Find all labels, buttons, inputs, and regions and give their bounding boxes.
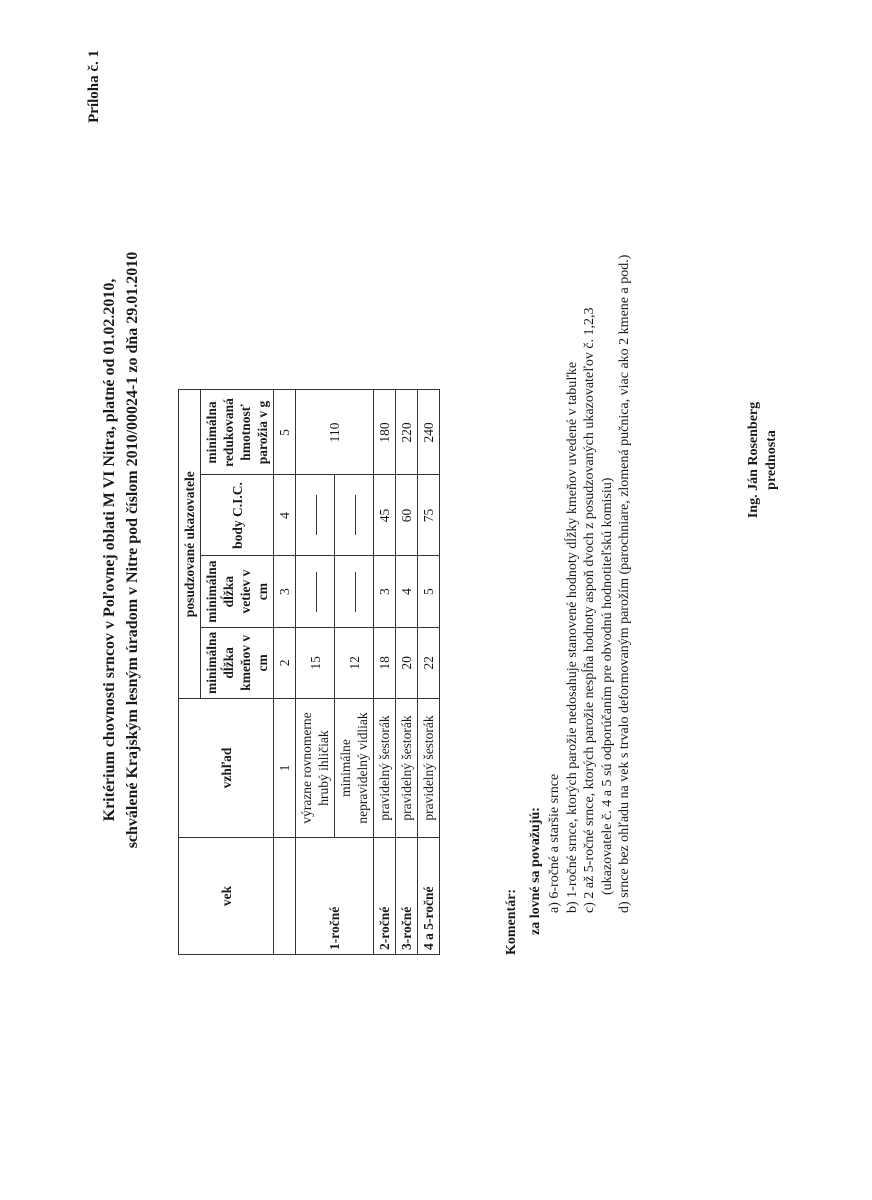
appearance-cell: minimálne nepravidelný vidliak <box>335 699 374 838</box>
document-title <box>98 20 144 1080</box>
age-cell: 3-ročné <box>396 838 418 955</box>
signature-name: Ing. Ján Rosenberg <box>746 401 761 519</box>
number-cell: 1 <box>274 699 296 838</box>
body-cell-empty <box>296 475 335 556</box>
comment-label: Komentár: <box>504 888 519 955</box>
signature-block <box>745 240 781 680</box>
table-number-row <box>274 390 296 955</box>
comment-intro: za lovné sa považujú: <box>527 807 543 935</box>
age-cell: 4 a 5-ročné <box>418 838 440 955</box>
kmen-cell: 22 <box>418 627 440 698</box>
list-item: b) 1-ročné srnce, ktorých parožie nedosahuje stanovené hodnoty dĺžky kmeňov uvedené v tabuľke <box>564 361 580 913</box>
hmotnost-cell: 220 <box>396 390 418 475</box>
dash-mark <box>316 572 317 612</box>
hmotnost-cell: 110 <box>296 390 374 475</box>
table-row <box>296 390 335 955</box>
age-cell: 1-ročné <box>296 838 374 955</box>
header-vetvy: minimálna dĺžka vetiev v cm <box>201 556 274 627</box>
appearance-cell: pravidelný šestorák <box>396 699 418 838</box>
attachment-label: Príloha č. 1 <box>86 50 102 123</box>
kmen-cell: 12 <box>335 627 374 698</box>
kmen-cell: 15 <box>296 627 335 698</box>
body-cell: 75 <box>418 475 440 556</box>
criteria-table <box>178 389 440 955</box>
header-kmen: minimálna dĺžka kmeňov v cm <box>201 627 274 698</box>
list-item: c) 2 až 5-ročné srnce, ktorých parožie nespĺňa hodnoty aspoň dvoch z posudzovaných ukazovateľov č. 1,2,3 <box>582 307 597 913</box>
list-item: a) 6-ročné a staršie srnce <box>547 773 562 913</box>
number-cell: 4 <box>274 475 296 556</box>
signature-role: prednosta <box>764 430 779 490</box>
number-cell: 5 <box>274 390 296 475</box>
appearance-cell: pravidelný šestorák <box>418 699 440 838</box>
table-row <box>418 390 440 955</box>
list-item: d) srnce bez ohľadu na vek s trvalo deformovaným parožím (parochniare, zlomená pučnica, viac ako 2 kmene a pod.) <box>617 254 632 913</box>
rotated-document-page <box>60 20 820 1080</box>
title-line-2: schválené Krajským lesným úradom v Nitre pod číslom 2010/00024-1 zo dňa 29.01.2010 <box>124 251 141 849</box>
vetvy-cell: 4 <box>396 556 418 627</box>
header-vek: vek <box>179 838 274 955</box>
header-body: body C.I.C. <box>201 475 274 556</box>
vetvy-cell-empty <box>335 556 374 627</box>
appearance-cell: pravidelný šestorák <box>374 699 396 838</box>
table-row <box>396 390 418 955</box>
header-group: posudzované ukazovatele <box>179 390 201 699</box>
comment-section <box>503 255 634 955</box>
age-cell: 2-ročné <box>374 838 396 955</box>
table-header-row <box>179 390 201 955</box>
dash-mark <box>355 572 356 612</box>
dash-mark <box>316 495 317 535</box>
kmen-cell: 20 <box>396 627 418 698</box>
body-cell: 45 <box>374 475 396 556</box>
list-item: (ukazovatele č. 4 a 5 sú odporúčaním pre obvodnú hodnotiteľskú komisiu) <box>599 477 615 895</box>
dash-mark <box>355 495 356 535</box>
table-row <box>374 390 396 955</box>
body-cell-empty <box>335 475 374 556</box>
vetvy-cell-empty <box>296 556 335 627</box>
appearance-cell: výrazne rovnomerne hrubý ihličiak <box>296 699 335 838</box>
hmotnost-cell: 240 <box>418 390 440 475</box>
comment-list <box>546 255 634 913</box>
kmen-cell: 18 <box>374 627 396 698</box>
hmotnost-cell: 180 <box>374 390 396 475</box>
vetvy-cell: 5 <box>418 556 440 627</box>
vetvy-cell: 3 <box>374 556 396 627</box>
number-cell-vek <box>274 838 296 955</box>
number-cell: 2 <box>274 627 296 698</box>
title-line-1: Kritérium chovnosti srncov v Poľovnej oblati M VI Nitra, platné od 01.02.2010, <box>101 278 118 822</box>
number-cell: 3 <box>274 556 296 627</box>
header-hmotnost: minimálna redukovaná hmotnosť parožia v g <box>201 390 274 475</box>
body-cell: 60 <box>396 475 418 556</box>
header-vzhlad: vzhľad <box>179 699 274 838</box>
